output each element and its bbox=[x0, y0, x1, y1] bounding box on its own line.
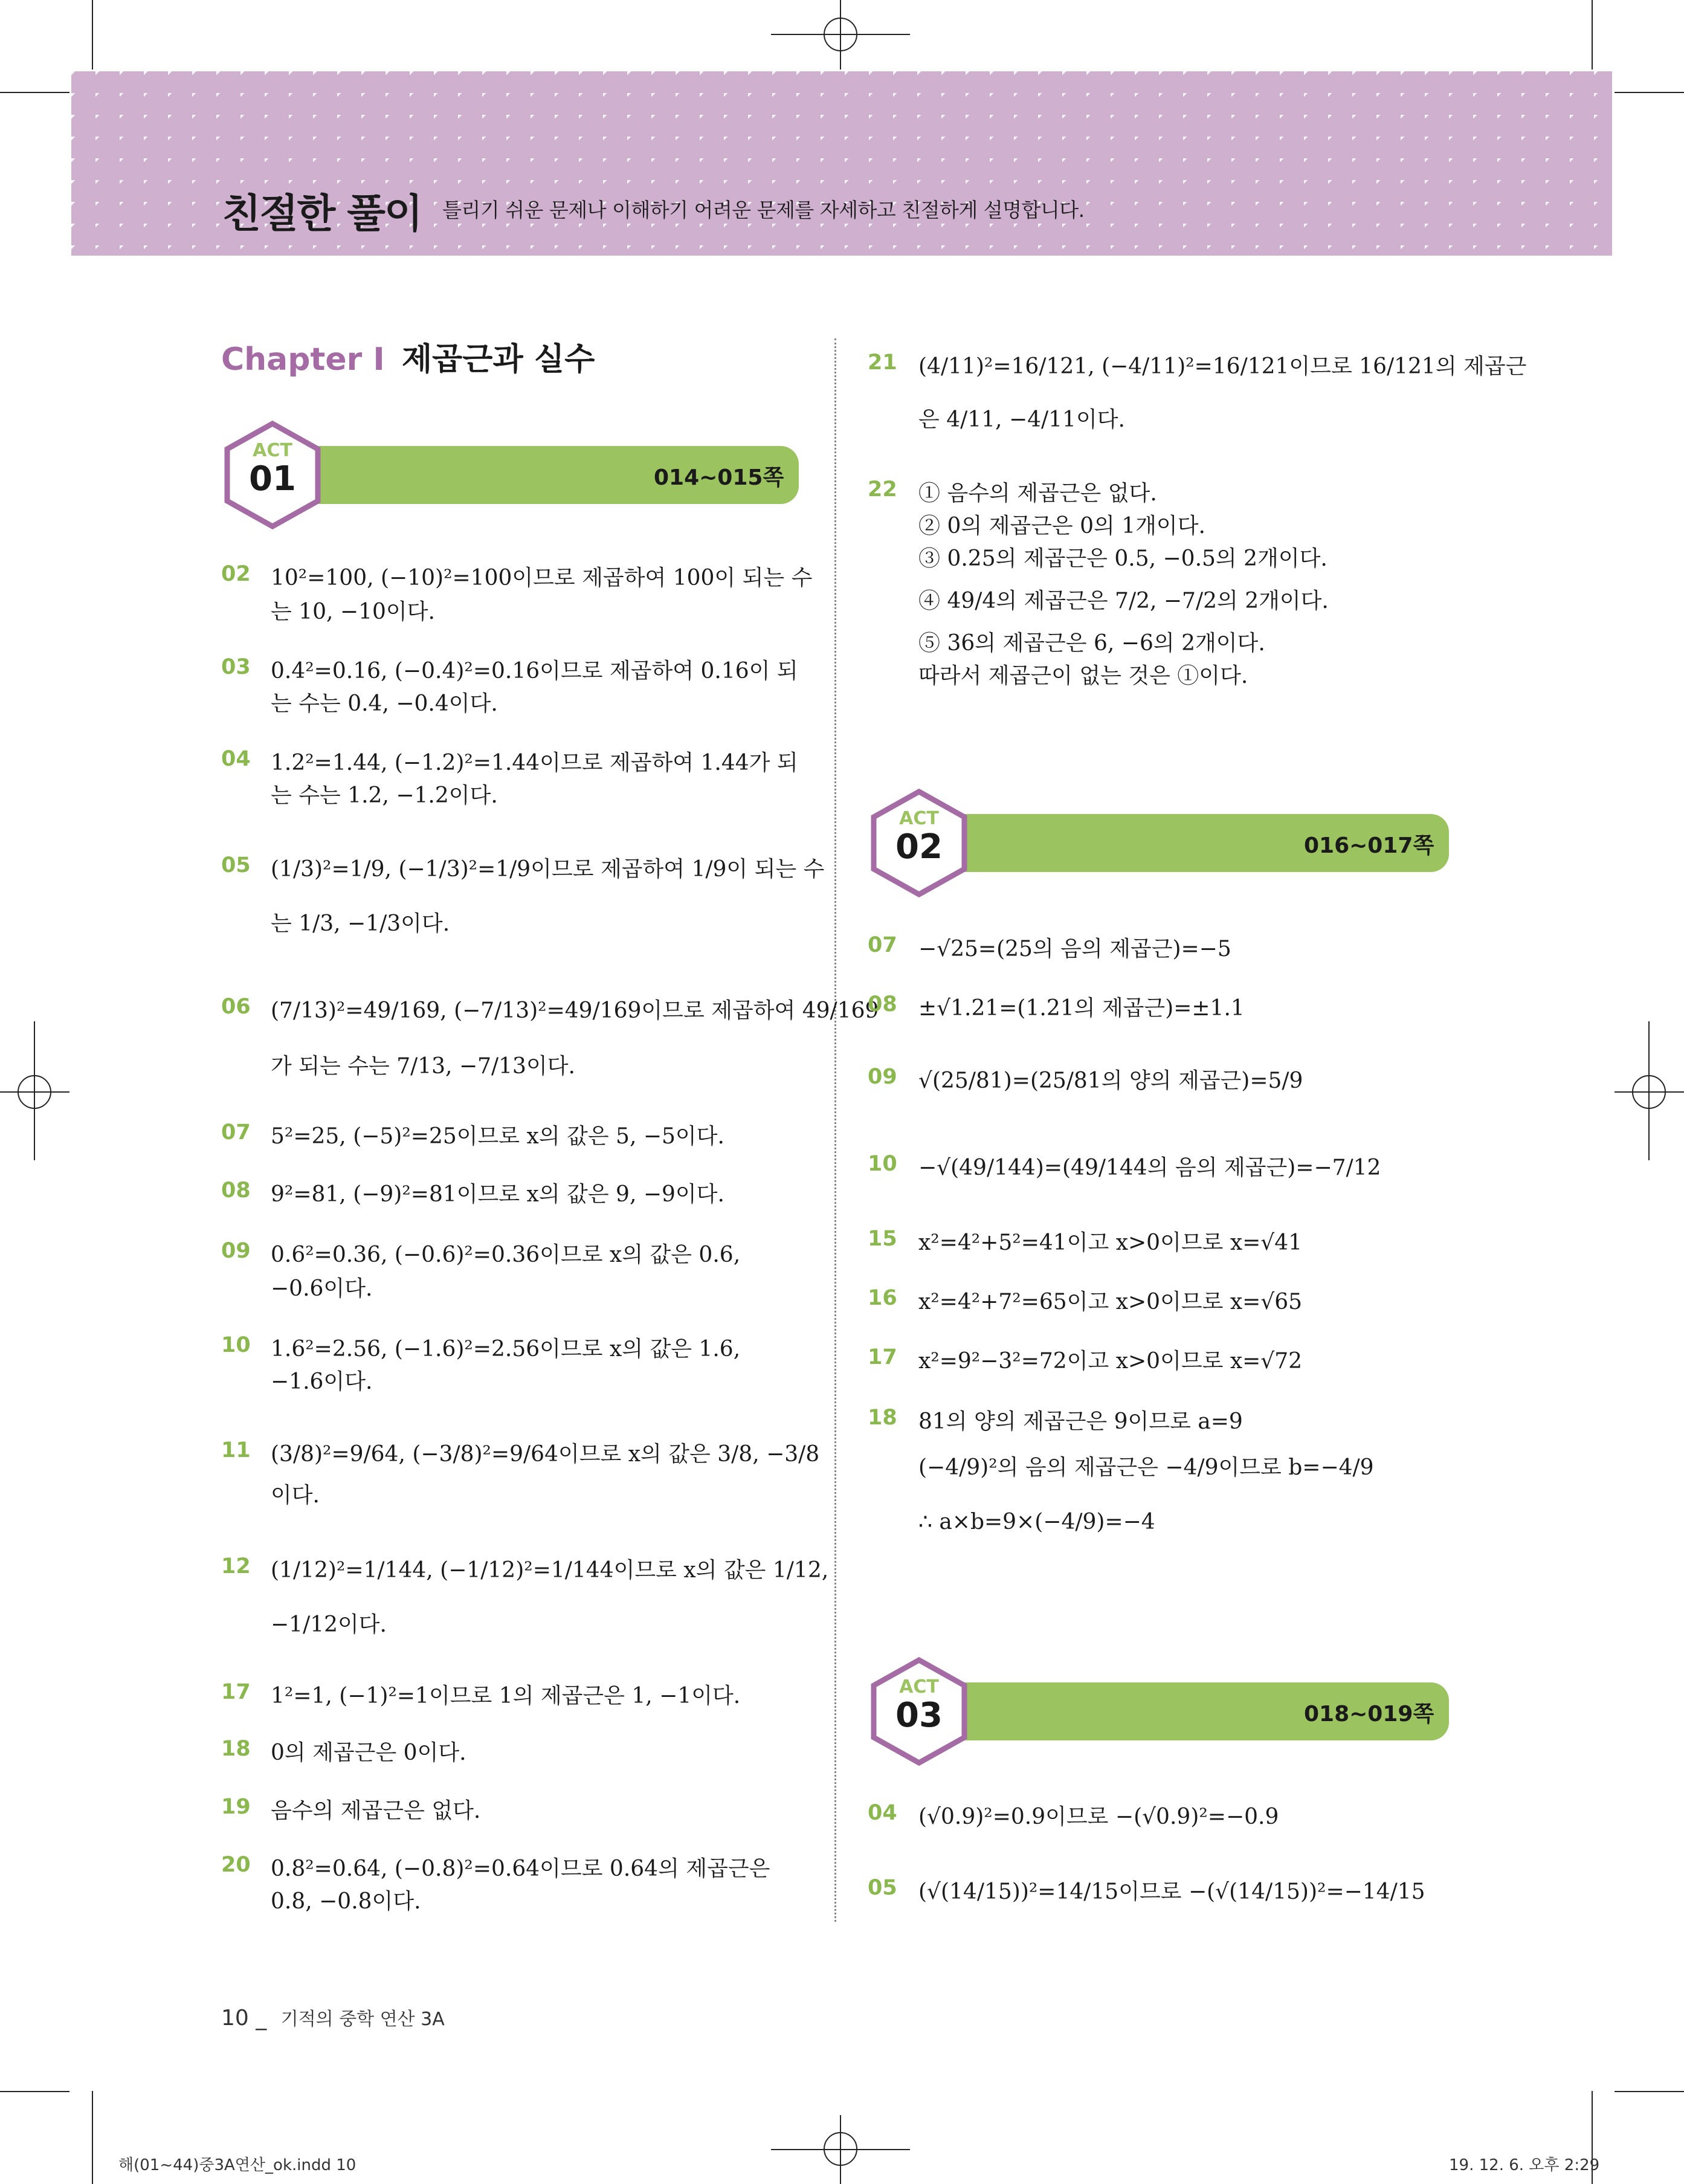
problem-number: 08 bbox=[868, 992, 897, 1016]
header-description: 틀리기 쉬운 문제나 이해하기 어려운 문제를 자세하고 친절하게 설명합니다. bbox=[442, 198, 1085, 222]
act-word: ACT bbox=[899, 808, 939, 829]
book-title: 기적의 중학 연산 3A bbox=[280, 2009, 445, 2030]
solution-line: 5²=25, (−5)²=25이므로 x의 값은 5, −5이다. bbox=[271, 1124, 724, 1149]
solution-line: −√(49/144)=(49/144의 음의 제곱근)=−7/12 bbox=[918, 1155, 1381, 1180]
solution-line: x²=9²−3²=72이고 x>0이므로 x=√72 bbox=[918, 1349, 1303, 1374]
chapter-label: Chapter Ⅰ bbox=[221, 341, 385, 378]
act-word: ACT bbox=[899, 1676, 939, 1698]
solution-line: 는 1/3, −1/3이다. bbox=[271, 911, 450, 936]
problem-number: 07 bbox=[868, 933, 897, 957]
problem-number: 18 bbox=[221, 1737, 251, 1761]
solution-line: ∴ a×b=9×(−4/9)=−4 bbox=[918, 1510, 1155, 1534]
act-number: 01 bbox=[249, 459, 296, 499]
file-name: 해(01~44)중3A연산_ok.indd 10 bbox=[118, 2156, 356, 2174]
solution-line: −1.6이다. bbox=[271, 1369, 373, 1394]
header-title: 친절한 풀이 bbox=[222, 190, 422, 237]
problem-number: 20 bbox=[221, 1853, 251, 1877]
problem-number: 19 bbox=[221, 1795, 251, 1819]
solution-line: (4/11)²=16/121, (−4/11)²=16/121이므로 16/121의 제곱근 bbox=[918, 354, 1527, 379]
problem-number: 10 bbox=[868, 1152, 897, 1176]
problem-number: 05 bbox=[221, 853, 251, 877]
crop-mark bbox=[92, 0, 93, 69]
solution-line: 이다. bbox=[271, 1483, 320, 1508]
act-number: 03 bbox=[895, 1696, 943, 1735]
solution-line: 0.6²=0.36, (−0.6)²=0.36이므로 x의 값은 0.6, bbox=[271, 1242, 741, 1267]
solution-line: 0.8, −0.8이다. bbox=[271, 1889, 421, 1914]
solution-line: ② 0의 제곱근은 0의 1개이다. bbox=[918, 514, 1205, 538]
registration-mark bbox=[18, 1075, 51, 1109]
solution-line: 는 10, −10이다. bbox=[271, 599, 435, 624]
solution-line: 1.6²=2.56, (−1.6)²=2.56이므로 x의 값은 1.6, bbox=[271, 1337, 741, 1362]
solution-line: 따라서 제곱근이 없는 것은 ①이다. bbox=[918, 664, 1248, 688]
solution-line: 1²=1, (−1)²=1이므로 1의 제곱근은 1, −1이다. bbox=[271, 1684, 741, 1708]
solution-line: (−4/9)²의 음의 제곱근은 −4/9이므로 b=−4/9 bbox=[918, 1455, 1374, 1480]
problem-number: 08 bbox=[221, 1178, 251, 1203]
solution-line: −1/12이다. bbox=[271, 1612, 387, 1637]
crop-mark bbox=[1615, 2091, 1684, 2092]
solution-line: 음수의 제곱근은 없다. bbox=[271, 1798, 481, 1823]
solution-line: ① 음수의 제곱근은 없다. bbox=[918, 481, 1157, 506]
solution-line: ⑤ 36의 제곱근은 6, −6의 2개이다. bbox=[918, 631, 1265, 656]
solution-line: ±√1.21=(1.21의 제곱근)=±1.1 bbox=[918, 996, 1245, 1021]
print-timestamp: 19. 12. 6. 오후 2:29 bbox=[1449, 2156, 1600, 2174]
solution-line: ④ 49/4의 제곱근은 7/2, −7/2의 2개이다. bbox=[918, 589, 1329, 613]
solution-line: 0.8²=0.64, (−0.8)²=0.64이므로 0.64의 제곱근은 bbox=[271, 1856, 770, 1881]
act-pages: 014~015쪽 bbox=[654, 465, 784, 490]
solution-line: (7/13)²=49/169, (−7/13)²=49/169이므로 제곱하여 49/169 bbox=[271, 998, 879, 1023]
solution-line: (1/3)²=1/9, (−1/3)²=1/9이므로 제곱하여 1/9이 되는 수 bbox=[271, 857, 825, 882]
solution-line: √(25/81)=(25/81의 양의 제곱근)=5/9 bbox=[918, 1068, 1303, 1093]
solution-line: (3/8)²=9/64, (−3/8)²=9/64이므로 x의 값은 3/8, −3/8 bbox=[271, 1442, 820, 1467]
solution-line: 는 수는 0.4, −0.4이다. bbox=[271, 691, 498, 716]
problem-number: 16 bbox=[868, 1286, 897, 1310]
act-pages: 018~019쪽 bbox=[1304, 1702, 1434, 1727]
act-badge-01 bbox=[221, 421, 799, 529]
chapter-heading bbox=[221, 334, 595, 379]
solution-line: 가 되는 수는 7/13, −7/13이다. bbox=[271, 1054, 575, 1079]
solution-line: ③ 0.25의 제곱근은 0.5, −0.5의 2개이다. bbox=[918, 546, 1328, 571]
problem-number: 11 bbox=[221, 1438, 251, 1462]
solution-line: 81의 양의 제곱근은 9이므로 a=9 bbox=[918, 1409, 1243, 1434]
registration-mark bbox=[1632, 1075, 1666, 1109]
problem-number: 02 bbox=[221, 562, 251, 586]
chapter-title: 제곱근과 실수 bbox=[401, 341, 595, 378]
problem-number: 05 bbox=[868, 1876, 897, 1900]
solution-line: 은 4/11, −4/11이다. bbox=[918, 407, 1125, 432]
problem-number: 03 bbox=[221, 655, 251, 679]
solution-line: 1.2²=1.44, (−1.2)²=1.44이므로 제곱하여 1.44가 되 bbox=[271, 751, 798, 775]
act-number: 02 bbox=[895, 827, 943, 867]
crop-mark bbox=[0, 92, 69, 93]
solution-line: x²=4²+5²=41이고 x>0이므로 x=√41 bbox=[918, 1230, 1303, 1255]
crop-mark bbox=[0, 2091, 69, 2092]
act-badge-02 bbox=[868, 789, 1449, 897]
problem-number: 10 bbox=[221, 1333, 251, 1357]
solution-line: (√(14/15))²=14/15이므로 −(√(14/15))²=−14/15 bbox=[918, 1879, 1425, 1904]
problem-number: 04 bbox=[221, 747, 251, 771]
solution-line: 0.4²=0.16, (−0.4)²=0.16이므로 제곱하여 0.16이 되 bbox=[271, 659, 798, 683]
problem-number: 22 bbox=[868, 477, 897, 502]
crop-mark bbox=[1592, 0, 1593, 69]
act-badge-03 bbox=[868, 1657, 1449, 1766]
crop-mark bbox=[1615, 92, 1684, 93]
problem-number: 18 bbox=[868, 1406, 897, 1430]
problem-number: 17 bbox=[221, 1680, 251, 1704]
problem-number: 04 bbox=[868, 1801, 897, 1825]
problem-number: 06 bbox=[221, 995, 251, 1019]
problem-number: 15 bbox=[868, 1227, 897, 1251]
problem-number: 21 bbox=[868, 351, 897, 375]
solution-line: x²=4²+7²=65이고 x>0이므로 x=√65 bbox=[918, 1290, 1303, 1314]
solution-line: (√0.9)²=0.9이므로 −(√0.9)²=−0.9 bbox=[918, 1804, 1279, 1829]
problem-number: 09 bbox=[868, 1065, 897, 1089]
solution-line: (1/12)²=1/144, (−1/12)²=1/144이므로 x의 값은 1/12, bbox=[271, 1558, 829, 1583]
problem-number: 07 bbox=[221, 1120, 251, 1145]
crop-mark bbox=[92, 2091, 93, 2184]
column-divider bbox=[834, 338, 836, 1922]
act-word: ACT bbox=[253, 440, 292, 461]
solution-line: 0의 제곱근은 0이다. bbox=[271, 1740, 466, 1765]
solution-line: 9²=81, (−9)²=81이므로 x의 값은 9, −9이다. bbox=[271, 1182, 724, 1207]
registration-mark bbox=[824, 2132, 857, 2166]
registration-mark bbox=[824, 18, 857, 51]
problem-number: 17 bbox=[868, 1345, 897, 1369]
solution-line: 는 수는 1.2, −1.2이다. bbox=[271, 783, 498, 808]
problem-number: 09 bbox=[221, 1239, 251, 1263]
problem-number: 12 bbox=[221, 1554, 251, 1578]
page-number: 10 _ bbox=[221, 2006, 267, 2031]
solution-line: −√25=(25의 음의 제곱근)=−5 bbox=[918, 937, 1231, 961]
solution-line: −0.6이다. bbox=[271, 1276, 373, 1301]
page-footer bbox=[221, 2004, 445, 2031]
act-pages: 016~017쪽 bbox=[1304, 833, 1434, 858]
solution-line: 10²=100, (−10)²=100이므로 제곱하여 100이 되는 수 bbox=[271, 566, 813, 590]
